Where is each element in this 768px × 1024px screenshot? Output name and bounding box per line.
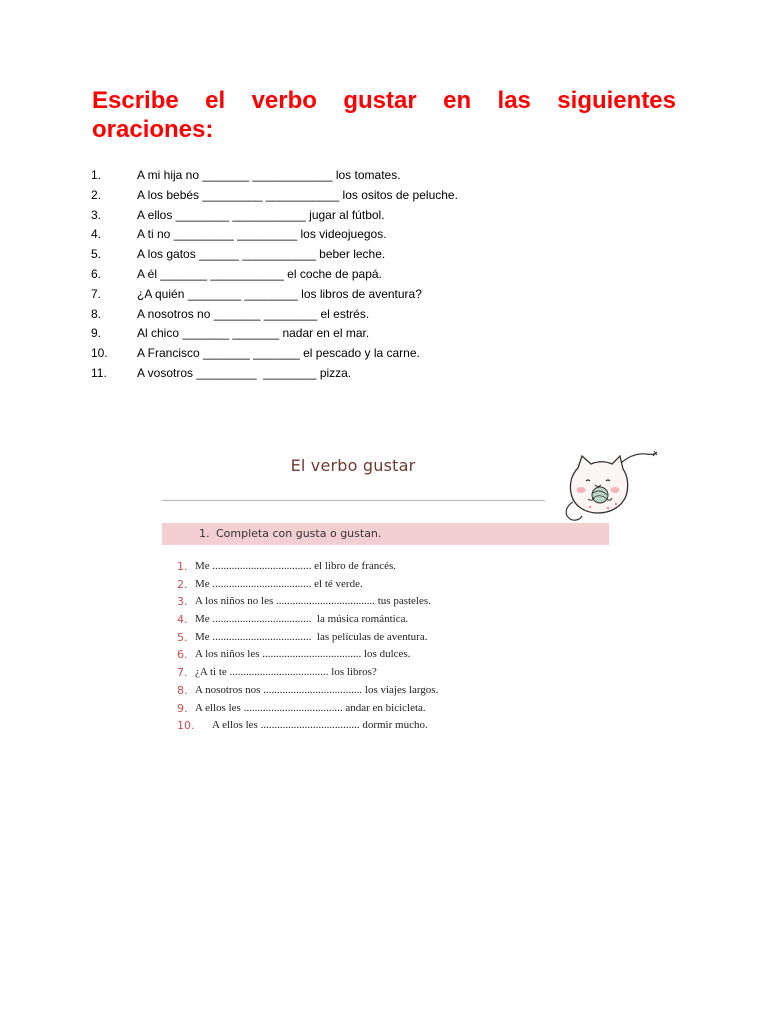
item-text: ¿A quién ________ ________ los libros de aventura? xyxy=(137,286,422,301)
item-number: 10. xyxy=(177,719,195,733)
list-item xyxy=(177,718,438,736)
list-item xyxy=(177,647,438,665)
worksheet-list xyxy=(177,559,438,736)
item-number: 3. xyxy=(91,207,102,222)
exercise-list xyxy=(91,167,458,385)
item-number: 9. xyxy=(91,326,102,341)
item-text: A los bebés _________ ___________ los ositos de peluche. xyxy=(137,187,458,202)
list-item xyxy=(91,306,458,326)
item-number: 2. xyxy=(91,187,102,202)
item-number: 8. xyxy=(177,683,188,697)
item-text: A ellos les .................................... dormir mucho. xyxy=(212,719,428,732)
item-number: 5. xyxy=(91,247,102,262)
list-item xyxy=(91,167,458,187)
item-text: Me .................................... la música romántica. xyxy=(195,613,409,626)
list-item xyxy=(177,594,438,612)
instruction-number: 1. xyxy=(199,527,210,540)
item-number: 8. xyxy=(91,306,102,321)
item-number: 4. xyxy=(177,613,188,627)
item-number: 4. xyxy=(91,227,102,242)
list-item xyxy=(91,286,458,306)
item-number: 7. xyxy=(91,286,102,301)
list-item xyxy=(177,630,438,648)
item-text: Me .................................... el té verde. xyxy=(195,577,363,590)
item-number: 1. xyxy=(177,560,188,573)
list-item xyxy=(177,577,438,595)
list-item xyxy=(91,187,458,207)
worksheet-image xyxy=(158,448,668,748)
list-item xyxy=(177,612,438,630)
worksheet-title: El verbo gustar xyxy=(290,456,416,475)
cat-icon xyxy=(560,450,658,526)
item-text: A los niños les .................................... los dulces. xyxy=(195,648,411,661)
item-text: A ti no _________ _________ los videojuegos. xyxy=(137,227,387,242)
page-title: Escribe el verbo gustar en las siguientes oraciones: xyxy=(92,87,676,143)
item-text: Me .................................... el libro de francés. xyxy=(195,560,397,572)
list-item xyxy=(91,246,458,266)
list-item xyxy=(91,266,458,286)
item-text: A mi hija no _______ ____________ los tomates. xyxy=(137,168,401,182)
item-number: 5. xyxy=(177,630,188,644)
list-item xyxy=(91,325,458,345)
list-item xyxy=(91,207,458,227)
item-text: ¿A ti te .................................... los libros? xyxy=(195,666,377,679)
divider xyxy=(162,500,545,501)
item-number: 1. xyxy=(91,168,102,182)
item-text: A nosotros nos .................................... los viajes largos. xyxy=(195,683,439,696)
item-text: A nosotros no _______ ________ el estrés. xyxy=(137,306,370,321)
item-number: 9. xyxy=(177,701,188,715)
list-item xyxy=(91,226,458,246)
item-number: 10. xyxy=(91,346,108,361)
item-number: 6. xyxy=(91,266,102,281)
item-number: 7. xyxy=(177,666,188,680)
list-item xyxy=(177,701,438,719)
item-number: 2. xyxy=(177,577,188,591)
item-number: 6. xyxy=(177,648,188,662)
list-item xyxy=(177,665,438,683)
list-item xyxy=(91,345,458,365)
list-item xyxy=(177,559,438,577)
item-text: A vosotros _________ ________ pizza. xyxy=(137,365,352,380)
item-text: A ellos ________ ___________ jugar al fútbol. xyxy=(137,207,385,222)
instruction-band xyxy=(162,523,609,545)
item-text: A los niños no les .................................... tus pasteles. xyxy=(195,595,431,608)
list-item xyxy=(177,683,438,701)
item-text: A los gatos ______ ___________ beber leche. xyxy=(137,247,386,262)
list-item xyxy=(91,365,458,385)
item-number: 3. xyxy=(177,595,188,609)
item-text: A ellos les .................................... andar en bicicleta. xyxy=(195,701,426,714)
item-text: Al chico _______ _______ nadar en el mar. xyxy=(137,326,370,341)
item-number: 11. xyxy=(91,365,107,380)
item-text: Me .................................... las películas de aventura. xyxy=(195,630,428,643)
instruction-text: Completa con gusta o gustan. xyxy=(216,527,382,540)
item-text: A él _______ ___________ el coche de papá. xyxy=(137,266,382,281)
item-text: A Francisco _______ _______ el pescado y la carne. xyxy=(137,346,420,361)
